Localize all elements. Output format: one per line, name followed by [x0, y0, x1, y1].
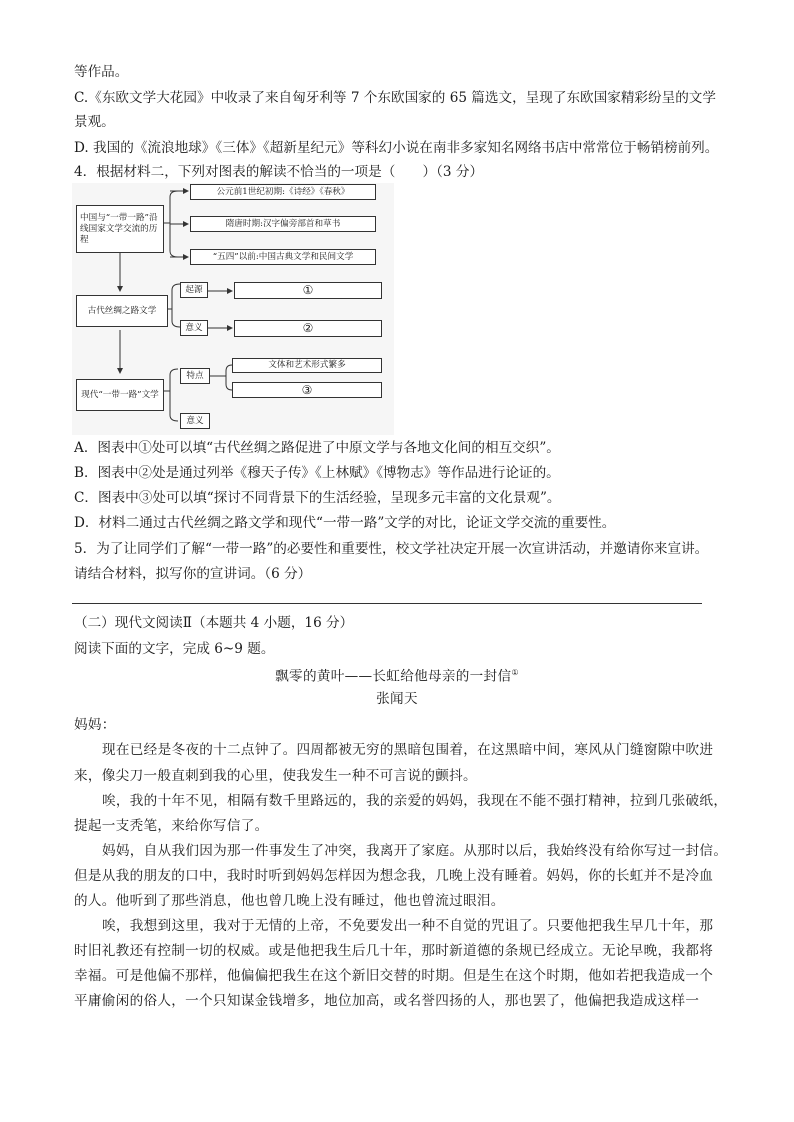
diagram-box-suitang: 隋唐时期:汉字偏旁部首和草书: [190, 216, 376, 232]
instruction: 阅读下面的文字，完成 6~9 题。: [74, 641, 275, 657]
footnote-mark: ①: [511, 668, 519, 677]
diagram-label-feature: 特点: [180, 368, 210, 384]
paragraph-line: 幸福。可是他偏不那样，他偏偏把我生在这个新旧交替的时期。但是生在这个时期，他如若把我造成一个: [74, 968, 714, 984]
diagram-node-modern: 现代“一带一路”文学: [76, 379, 164, 411]
paragraph-line: 现在已经是冬夜的十二点钟了。四周都被无穷的黑暗包围着，在这黑暗中间，寒风从门缝窗隙中吹进: [102, 742, 714, 758]
paragraph-line: 妈妈，自从我们因为那一件事发生了冲突，我离开了家庭。从那时以后，我始终没有给你写过一封信。: [102, 843, 728, 859]
paragraph-line: 但是从我的朋友的口中，我时时听到妈妈怎样因为想念我，几晚上没有睡着。妈妈，你的长虹并不是冷血: [74, 868, 714, 884]
diagram-node-history: 中国与“一带一路”沿线国家文学交流的历程: [76, 205, 164, 253]
diagram-node-ancient: 古代丝绸之路文学: [76, 295, 168, 327]
option-a: A．图表中①处可以填“古代丝绸之路促进了中原文学与各地文化间的相互交织”。: [74, 440, 560, 456]
article-author: 张闻天: [376, 691, 418, 707]
question-5-cont: 请结合材料，拟写你的宣讲词。（6 分）: [74, 566, 312, 582]
diagram-box-wusi: “五四”以前:中国古典文学和民间文学: [190, 249, 376, 265]
diagram-blank-1: ①: [234, 282, 382, 299]
option-b: B．图表中②处是通过列举《穆天子传》《上林赋》《博物志》等作品进行论证的。: [74, 465, 560, 481]
paragraph-line: 时旧礼教还有控制一切的权威。或是他把我生后几十年，那时新道德的条规已经成立。无论早晚，我都将: [74, 943, 714, 959]
diagram-blank-3: ③: [232, 382, 382, 398]
diagram-label-meaning: 意义: [180, 320, 208, 336]
diagram-box-forms: 文体和艺术形式繁多: [232, 358, 382, 373]
diagram-blank-2: ②: [234, 320, 382, 337]
paragraph-line: 的人。他听到了那些消息，他也曾几晚上没有睡过，他也曾流过眼泪。: [74, 893, 505, 909]
section-heading: （二）现代文阅读Ⅱ（本题共 4 小题，16 分）: [74, 615, 354, 631]
paragraph-line: 唉，我想到这里，我对于无情的上帝，不免要发出一种不自觉的咒诅了。只要他把我生早几十年，那: [102, 918, 714, 934]
salutation: 妈妈：: [74, 717, 116, 733]
divider: [72, 603, 702, 604]
option-d: D．材料二通过古代丝绸之路文学和现代“一带一路”文学的对比，论证文学交流的重要性。: [74, 515, 616, 531]
article-title: [0, 664, 794, 686]
diagram-label-origin: 起源: [180, 282, 208, 298]
diagram-box-bc: 公元前1世纪初期:《诗经》《春秋》: [190, 184, 376, 200]
diagram-label-meaning: 意义: [180, 413, 210, 429]
question-4: 4．根据材料二，下列对图表的解读不恰当的一项是（ ）（3 分）: [74, 164, 484, 180]
option-d-line: D. 我国的《流浪地球》《三体》《超新星纪元》等科幻小说在南非多家知名网络书店中常常位于畅销榜前列。: [74, 140, 719, 156]
text-line: 景观。: [74, 114, 115, 130]
paragraph-line: 唉，我的十年不见，相隔有数千里路远的，我的亲爱的妈妈，我现在不能不强打精神，拉到几张破纸，: [102, 793, 728, 809]
flow-diagram: [72, 183, 394, 435]
paragraph-line: 来，像尖刀一般直刺到我的心里，使我发生一种不可言说的颤抖。: [74, 768, 477, 784]
text-line: 等作品。: [74, 64, 129, 80]
option-c: C．图表中③处可以填“探讨不同背景下的生活经验，呈现多元丰富的文化景观”。: [74, 490, 561, 506]
paragraph-line: 提起一支秃笔，来给你写信了。: [74, 818, 269, 834]
paragraph-line: 平庸偷闲的俗人，一个只知谋金钱增多，地位加高，或名誉四扬的人，那也罢了，他偏把我造成这样一: [74, 993, 700, 1009]
question-5: 5．为了让同学们了解“一带一路”的必要性和重要性，校文学社决定开展一次宣讲活动，并邀请你来宣讲。: [74, 541, 709, 557]
title-text: 飘零的黄叶——长虹给他母亲的一封信: [275, 668, 512, 685]
option-c-line: C.《东欧文学大花园》中收录了来自匈牙利等 7 个东欧国家的 65 篇选文，呈现了东欧国家精彩纷呈的文学: [74, 90, 716, 106]
